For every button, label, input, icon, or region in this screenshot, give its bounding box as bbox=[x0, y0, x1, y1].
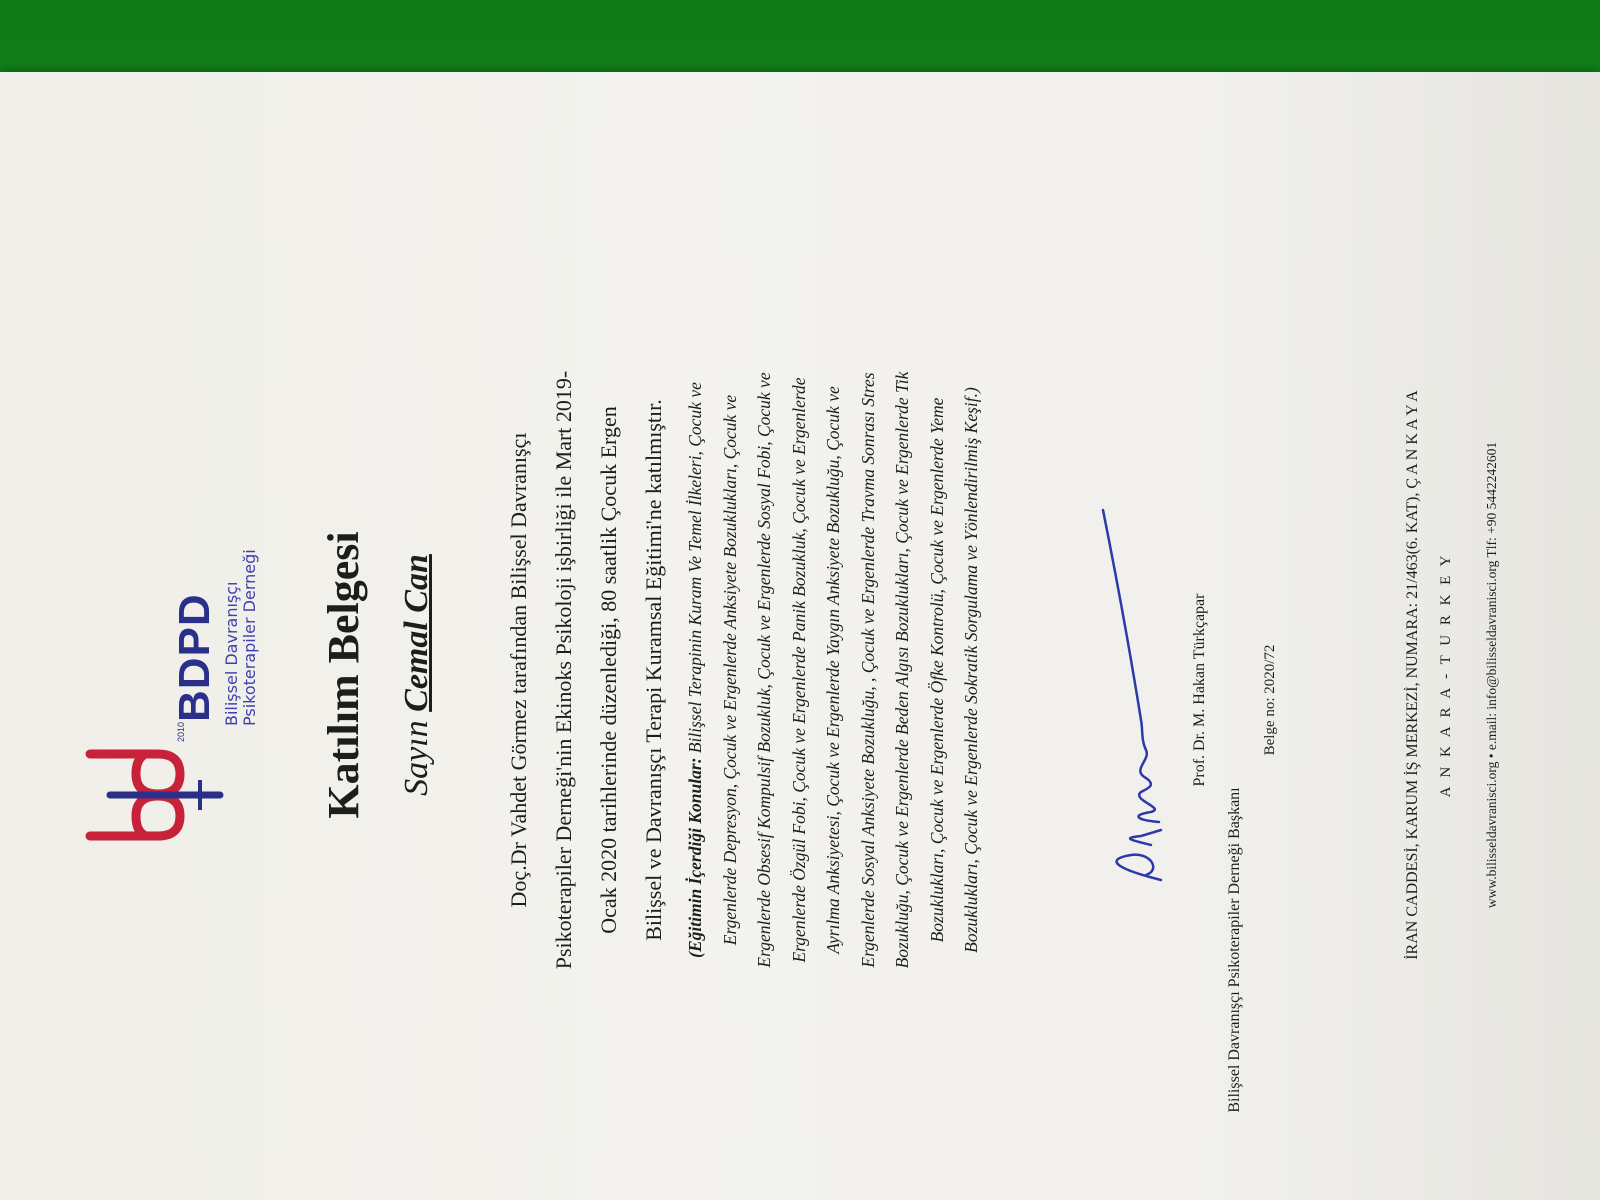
topics-line bbox=[678, 200, 713, 1140]
body-line: Psikoterapiler Derneği'nin Ekinoks Psikoloji işbirliği ile Mart 2019- bbox=[551, 370, 576, 970]
logo-abbreviation: BDPD bbox=[170, 593, 219, 722]
recipient-line bbox=[398, 150, 436, 1200]
logo-name-line-1: Bilişsel Davranışçı bbox=[222, 581, 241, 726]
body-line: Bilişsel ve Davranışçı Terapi Kuramsal Eğitimi'ne katılmıştır. bbox=[641, 399, 666, 941]
topics-text: Bilişsel Terapinin Kuram Ve Temel İlkeleri, Çocuk ve bbox=[685, 382, 705, 754]
address-line-2: A N K A R A - T U R K E Y bbox=[1438, 552, 1454, 798]
contact-line: www.bilisseldavranisci.org • e.mail: info@bilisseldavranisci.org Tlf: +90 5442242601 bbox=[1484, 441, 1499, 909]
topics-line: Bozuklukları, Çocuk ve Ergenlerde Öfke Kontrolü, Çocuk ve Ergenlerde Yeme bbox=[926, 397, 947, 943]
topics-line: Ergenlerde Depresyon, Çocuk ve Ergenlerde Anksiyete Bozuklukları, Çocuk ve bbox=[719, 394, 740, 946]
topics-line: Ayrılma Anksiyetesi, Çocuk ve Ergenlerde Yaygın Anksiyete Bozukluğu, Çocuk ve bbox=[823, 386, 843, 954]
logo-year: 2010 bbox=[176, 721, 186, 742]
bdpd-logo bbox=[80, 550, 270, 850]
training-topics bbox=[678, 200, 989, 1140]
salutation: Sayın bbox=[398, 720, 435, 796]
topics-line: Bozuklukları, Çocuk ve Ergenlerde Sokratik Sorgulama ve Yönlendirilmiş Keşif.) bbox=[961, 387, 981, 953]
body-line: Doç.Dr Vahdet Görmez tarafından Bilişsel Davranışçı bbox=[506, 432, 531, 908]
signature-icon bbox=[1091, 480, 1181, 900]
bdpd-logo-mark-icon bbox=[80, 740, 270, 850]
signer-name: Prof. Dr. M. Hakan Türkçapar bbox=[1191, 593, 1208, 787]
topics-label: (Eğitimin İçerdiği Konular: bbox=[685, 757, 705, 958]
recipient-name: Cemal Can bbox=[398, 554, 435, 712]
topics-line: Ergenlerde Özgül Fobi, Çocuk ve Ergenlerde Panik Bozukluk, Çocuk ve Ergenlerde bbox=[788, 377, 809, 963]
body-line: Ocak 2020 tarihlerinde düzenlediği, 80 saatlik Çocuk Ergen bbox=[596, 406, 621, 934]
topics-line: Bozukluğu, Çocuk ve Ergenlerde Beden Algısı Bozuklukları, Çocuk ve Ergenlerde Tik bbox=[892, 371, 912, 969]
topics-line: Ergenlerde Sosyal Anksiyete Bozukluğu, , Çocuk ve Ergenlerde Travma Sonrası Stres bbox=[857, 372, 878, 968]
certificate-title: Katılım Belgesi bbox=[319, 531, 368, 819]
certificate-body bbox=[496, 260, 676, 1080]
signer-title: Bilişsel Davranışçı Psikoterapiler Derneği Başkanı bbox=[1226, 787, 1243, 1113]
certificate-paper bbox=[0, 72, 1600, 1200]
address-line-1: İRAN CADDESİ, KARUM İŞ MERKEZİ, NUMARA: 21/463(6. KAT), Ç A N K A Y A bbox=[1404, 390, 1421, 960]
document-number: Belge no: 2020/72 bbox=[1262, 644, 1278, 756]
logo-name-line-2: Psikoterapiler Derneği bbox=[240, 549, 259, 726]
topics-line: Ergenlerde Obsesif Kompulsif Bozukluk, Çocuk ve Ergenlerde Sosyal Fobi, Çocuk ve bbox=[754, 372, 774, 968]
certificate bbox=[46, 150, 1546, 1200]
